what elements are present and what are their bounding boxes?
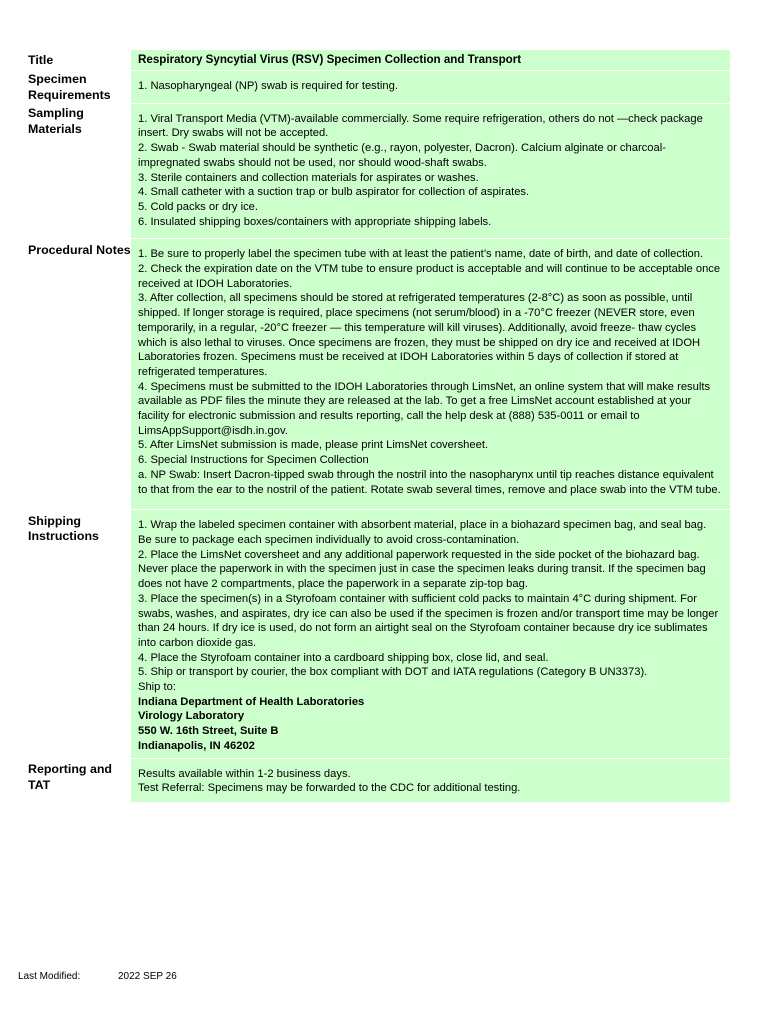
list-item: 6. Special Instructions for Specimen Collection	[138, 454, 369, 467]
sampling-materials-label: Sampling Materials	[25, 103, 131, 239]
last-modified-date: 2022 SEP 26	[118, 971, 177, 982]
procedural-notes-label: Procedural Notes	[25, 239, 131, 510]
reporting-tat-label: Reporting and TAT	[25, 758, 131, 802]
shipping-instructions-row	[25, 510, 730, 758]
list-item: 1. Be sure to properly label the specimen tube with at least the patient’s name, date of birth, and date of collection.	[138, 248, 704, 261]
procedural-notes-row	[25, 239, 730, 510]
list-item: 4. Small catheter with a suction trap or bulb aspirator for collection of aspirates.	[138, 186, 530, 199]
procedural-notes-content	[131, 239, 730, 510]
list-item: Results available within 1-2 business days.	[138, 767, 351, 780]
list-item: 2. Check the expiration date on the VTM tube to ensure product is acceptable and will continue to be acceptable once received at IDOH Laboratories.	[138, 263, 721, 290]
address-line: 550 W. 16th Street, Suite B	[138, 725, 279, 738]
specimen-requirements-content	[131, 70, 730, 103]
reporting-tat-content	[131, 758, 730, 802]
address-line: Indianapolis, IN 46202	[138, 739, 255, 752]
list-item: 3. Place the specimen(s) in a Styrofoam container with sufficient cold packs to maintain 4°C during shipment. For swabs, washes, and aspirates, dry ice can also be used if the specimen is frozen and/or transport time may be longer than 24 hours. If dry ice is used, do not form an airtight seal on the Styrofoam container because dry ice sublimates into carbon dioxide gas.	[138, 592, 719, 649]
list-item: 3. Sterile containers and collection materials for aspirates or washes.	[138, 171, 479, 184]
shipping-instructions-content	[131, 510, 730, 758]
list-item: 5. Cold packs or dry ice.	[138, 200, 259, 213]
address-line: Indiana Department of Health Laboratories	[138, 695, 365, 708]
list-item: 6. Insulated shipping boxes/containers with appropriate shipping labels.	[138, 215, 492, 228]
list-item: a. NP Swab: Insert Dacron-tipped swab through the nostril into the nasopharynx until tip reaches distance equivalent to that from the ear to the nostril of the patient. Rotate swab several times, remove and place swab into the VTM tube.	[138, 468, 721, 496]
list-item: 3. After collection, all specimens should be stored at refrigerated temperatures (2-8°C) as soon as possible, until shipped. If longer storage is required, place specimens (not serum/blood) in a -70°C freezer (NEVER store, even temporarily, in a regular, -20°C freezer — this temperature will kill viruses). Additionally, avoid freeze- thaw cycles which is also lethal to viruses. Once specimens are frozen, they must be shipped on dry ice and received at IDOH Laboratories frozen. Specimens must be received at IDOH Laboratories within 5 days of collection if stored at refrigerated temperatures.	[138, 292, 701, 378]
document-title: Respiratory Syncytial Virus (RSV) Specimen Collection and Transport	[131, 50, 730, 70]
last-modified-label: Last Modified:	[18, 971, 81, 982]
list-item: 2. Swab - Swab material should be synthetic (e.g., rayon, polyester, Dacron). Calcium alginate or charcoal-impregnated swabs should not be used, nor should wood-shaft swabs.	[138, 142, 666, 169]
title-row	[25, 50, 730, 70]
list-item: 2. Place the LimsNet coversheet and any additional paperwork requested in the side pocket of the biohazard bag. Never place the paperwork in with the specimen just in case the specimen leaks during transit. If the specimen bag does not have 2 compartments, place the paperwork in a separate zip-top bag.	[138, 548, 706, 591]
list-item: 5. After LimsNet submission is made, please print LimsNet coversheet.	[138, 439, 489, 452]
shipping-instructions-label: Shipping Instructions	[25, 510, 131, 758]
specimen-requirements-label: Specimen Requirements	[25, 70, 131, 103]
title-label: Title	[25, 50, 131, 70]
list-item: 1. Wrap the labeled specimen container with absorbent material, place in a biohazard specimen bag, and seal bag. Be sure to package each specimen individually to avoid cross-contamination.	[138, 519, 707, 546]
address-line: Virology Laboratory	[138, 710, 245, 723]
list-item: Test Referral: Specimens may be forwarded to the CDC for additional testing.	[138, 782, 521, 795]
ship-to-label: Ship to:	[138, 681, 176, 694]
specimen-requirements-row	[25, 70, 730, 103]
list-item: 1. Nasopharyngeal (NP) swab is required for testing.	[138, 79, 398, 92]
list-item: 4. Specimens must be submitted to the IDOH Laboratories through LimsNet, an online system that will make results available as PDF files the minute they are released at the lab. To get a free LimsNet account established at your facility for electronic submission and results reporting, call the help desk at (888) 535-0011 or email to LimsAppSupport@isdh.in.gov.	[138, 380, 711, 437]
sampling-materials-content	[131, 103, 730, 239]
list-item: 4. Place the Styrofoam container into a cardboard shipping box, close lid, and seal.	[138, 651, 549, 664]
reporting-tat-row	[25, 758, 730, 802]
sampling-materials-row	[25, 103, 730, 239]
list-item: 5. Ship or transport by courier, the box compliant with DOT and IATA regulations (Category B UN3373).	[138, 666, 648, 679]
specimen-info-table	[25, 50, 730, 803]
list-item: 1. Viral Transport Media (VTM)-available commercially. Some require refrigeration, others do not —check package insert. Dry swabs will not be accepted.	[138, 112, 703, 140]
